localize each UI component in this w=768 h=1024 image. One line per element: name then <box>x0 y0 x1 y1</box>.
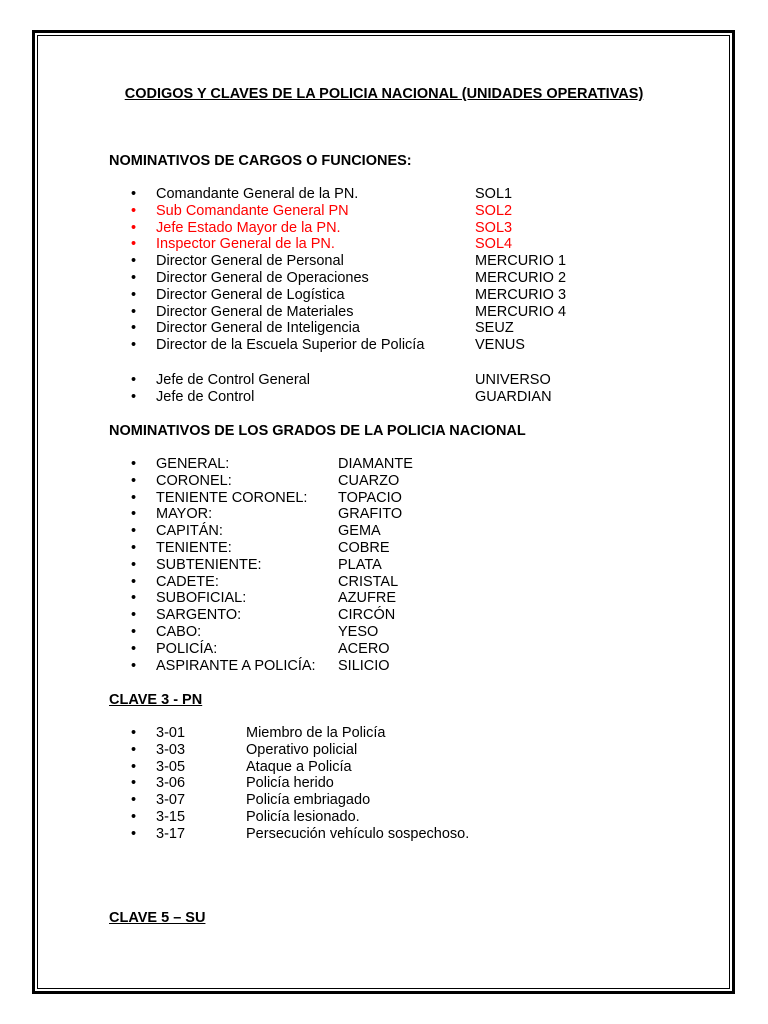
bullet-icon: • <box>131 388 137 405</box>
item-label: Director de la Escuela Superior de Policía <box>156 337 425 354</box>
bullet-icon: • <box>131 792 137 809</box>
item-code: ACERO <box>338 640 390 657</box>
item-code: Operativo policial <box>246 741 358 758</box>
bullet-icon: • <box>131 219 137 236</box>
bullet-icon: • <box>131 372 137 388</box>
item-label: Jefe de Control <box>156 388 255 405</box>
item-label: TENIENTE CORONEL: <box>156 489 308 506</box>
item-label: 3-06 <box>156 775 186 792</box>
bullet-icon: • <box>131 725 137 741</box>
item-code: Policía lesionado. <box>246 808 360 825</box>
item-code: YESO <box>338 623 379 640</box>
item-code: MERCURIO 2 <box>475 269 567 286</box>
heading-clave3: CLAVE 3 - PN <box>109 692 203 708</box>
item-code: Miembro de la Policía <box>246 725 386 741</box>
bullet-icon: • <box>131 775 137 792</box>
item-code: SOL1 <box>475 186 513 202</box>
bullet-icon: • <box>131 269 137 286</box>
item-label: Director General de Materiales <box>156 303 354 320</box>
bullet-icon: • <box>131 741 137 758</box>
item-code: DIAMANTE <box>338 456 413 472</box>
item-label: Jefe de Control General <box>156 372 310 388</box>
item-label: POLICÍA: <box>156 640 218 657</box>
item-label: CAPITÁN: <box>156 523 223 540</box>
heading-clave5: CLAVE 5 – SU <box>109 910 206 926</box>
bullet-icon: • <box>131 623 137 640</box>
item-label: CABO: <box>156 623 202 640</box>
item-code: MERCURIO 3 <box>475 286 567 303</box>
document-title: CODIGOS Y CLAVES DE LA POLICIA NACIONAL (UNIDADES OPERATIVAS) <box>124 86 644 102</box>
heading-grados: NOMINATIVOS DE LOS GRADOS DE LA POLICIA NACIONAL <box>109 423 526 439</box>
item-label: ASPIRANTE A POLICÍA: <box>156 657 316 674</box>
item-code: CRISTAL <box>338 573 399 590</box>
bullet-icon: • <box>131 337 137 354</box>
item-label: 3-07 <box>156 792 186 809</box>
item-code: MERCURIO 4 <box>475 303 567 320</box>
item-code: AZUFRE <box>338 590 396 607</box>
bullet-icon: • <box>131 472 137 489</box>
bullet-icon: • <box>131 556 137 573</box>
bullet-icon: • <box>131 825 137 842</box>
heading-cargos: NOMINATIVOS DE CARGOS O FUNCIONES: <box>109 153 412 169</box>
item-label: Inspector General de la PN. <box>156 236 335 253</box>
bullet-icon: • <box>131 253 137 270</box>
item-code: Persecución vehículo sospechoso. <box>246 825 470 842</box>
item-code: GRAFITO <box>338 506 403 523</box>
bullet-icon: • <box>131 523 137 540</box>
item-label: SUBTENIENTE: <box>156 556 262 573</box>
item-code: Policía herido <box>246 775 334 792</box>
item-code: GEMA <box>338 523 381 540</box>
bullet-icon: • <box>131 303 137 320</box>
item-label: 3-03 <box>156 741 186 758</box>
bullet-icon: • <box>131 539 137 556</box>
bullet-icon: • <box>131 456 137 472</box>
bullet-icon: • <box>131 573 137 590</box>
item-code: CIRCÓN <box>338 607 396 624</box>
bullet-icon: • <box>131 320 137 337</box>
bullet-icon: • <box>131 202 137 219</box>
item-label: CADETE: <box>156 573 219 590</box>
item-code: Ataque a Policía <box>246 758 352 775</box>
item-label: MAYOR: <box>156 506 213 523</box>
item-code: SEUZ <box>475 320 514 337</box>
item-label: 3-05 <box>156 758 186 775</box>
item-code: SOL2 <box>475 202 513 219</box>
item-label: Director General de Operaciones <box>156 269 369 286</box>
item-code: SOL4 <box>475 236 513 253</box>
bullet-icon: • <box>131 590 137 607</box>
item-code: TOPACIO <box>338 489 402 506</box>
item-label: Jefe Estado Mayor de la PN. <box>156 219 341 236</box>
bullet-icon: • <box>131 286 137 303</box>
item-label: Director General de Personal <box>156 253 344 270</box>
item-code: GUARDIAN <box>475 388 552 405</box>
item-code: VENUS <box>475 337 525 354</box>
item-label: 3-15 <box>156 808 186 825</box>
bullet-icon: • <box>131 657 137 674</box>
item-label: Comandante General de la PN. <box>156 186 359 202</box>
item-code: UNIVERSO <box>475 372 551 388</box>
item-label: Director General de Inteligencia <box>156 320 360 337</box>
item-label: TENIENTE: <box>156 539 232 556</box>
bullet-icon: • <box>131 758 137 775</box>
item-label: Director General de Logística <box>156 286 345 303</box>
item-label: CORONEL: <box>156 472 232 489</box>
item-code: COBRE <box>338 539 390 556</box>
item-code: PLATA <box>338 556 382 573</box>
item-label: 3-01 <box>156 725 186 741</box>
bullet-icon: • <box>131 236 137 253</box>
item-code: Policía embriagado <box>246 792 371 809</box>
item-label: Sub Comandante General PN <box>156 202 349 219</box>
bullet-icon: • <box>131 808 137 825</box>
item-label: 3-17 <box>156 825 186 842</box>
bullet-icon: • <box>131 607 137 624</box>
item-code: CUARZO <box>338 472 400 489</box>
bullet-icon: • <box>131 489 137 506</box>
bullet-icon: • <box>131 640 137 657</box>
item-code: MERCURIO 1 <box>475 253 567 270</box>
bullet-icon: • <box>131 506 137 523</box>
item-code: SILICIO <box>338 657 390 674</box>
item-code: SOL3 <box>475 219 513 236</box>
item-label: SARGENTO: <box>156 607 242 624</box>
item-label: SUBOFICIAL: <box>156 590 247 607</box>
item-label: GENERAL: <box>156 456 230 472</box>
bullet-icon: • <box>131 186 137 202</box>
